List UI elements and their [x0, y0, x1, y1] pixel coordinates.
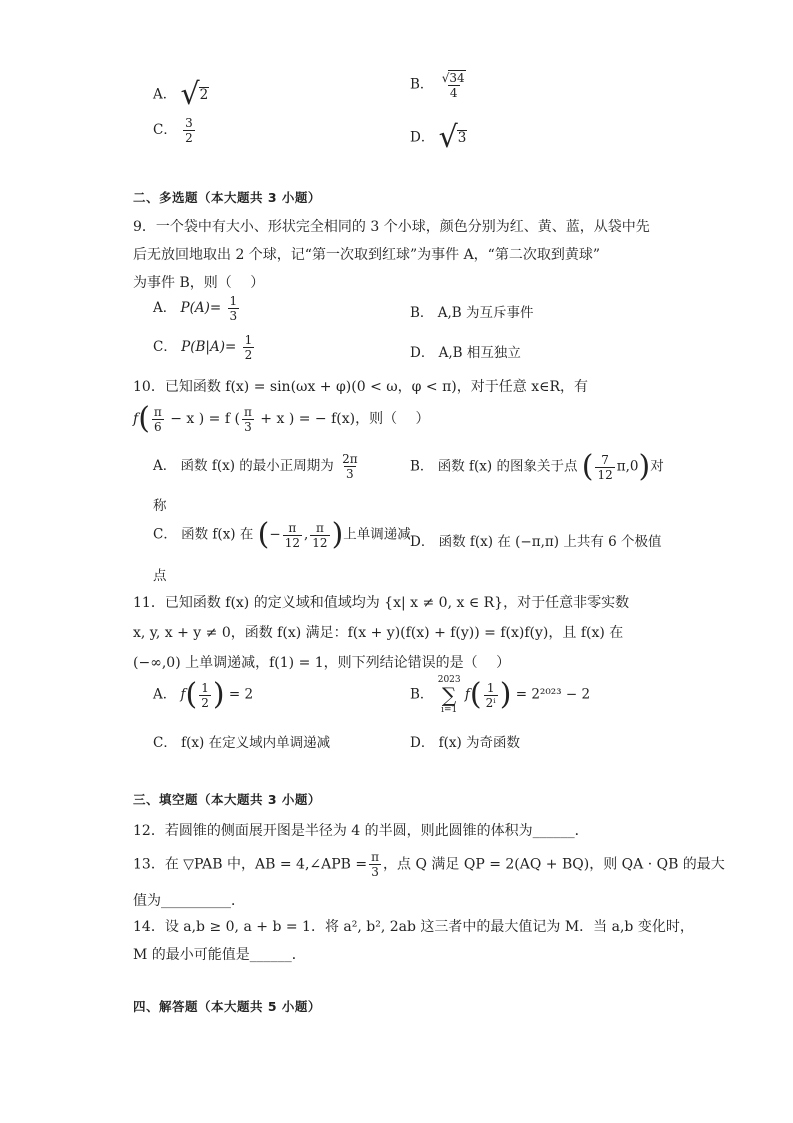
- option-text: f(x) 在定义域内单调递减: [181, 735, 331, 751]
- denominator: 3: [371, 865, 379, 879]
- q11-line-2: x, y, x + y ≠ 0，函数 f(x) 满足：f(x + y)(f(x) + f(y)) = f(x)f(y)，且 f(x) 在: [133, 625, 624, 641]
- q10-line-1: 10．已知函数 f(x) = sin(ωx + φ)(0 < ω，φ < π)，对于任意 x∈R，有: [133, 379, 589, 395]
- q10-option-c: C． 函数 f(x) 在 (− $\frac{\pi}{12}$ , $\frac{\pi}{12}$ )上单调递减: [153, 517, 411, 552]
- math-expression: = 2: [224, 686, 254, 703]
- fraction: [484, 681, 498, 710]
- denominator: 2ⁱ: [485, 695, 496, 710]
- numerator: 1: [229, 294, 238, 308]
- option-text: 函数 f(x) 在 (−π,π) 上共有 6 个极值: [438, 534, 662, 550]
- numerator: π: [315, 520, 324, 535]
- math-expression: P(A)=: [180, 300, 222, 316]
- q10-option-d-wrap: 点: [153, 568, 167, 584]
- option-text: 函数 f(x) 的图象关于点: [437, 458, 578, 475]
- option-label: D．: [410, 129, 435, 146]
- option-label: C．: [153, 122, 177, 138]
- denominator: 3: [244, 419, 252, 434]
- option-text: 上单调递减: [343, 526, 411, 543]
- summation-symbol: 2023 ∑ i=1: [437, 675, 461, 715]
- numerator: 1: [486, 680, 495, 695]
- q11-option-d: [410, 731, 520, 751]
- fraction: [595, 453, 614, 482]
- option-label: C．: [153, 526, 177, 543]
- q10-line-2: f( $\frac{\pi}{6}$ − x ) = f ( $\frac{\pi}{3}$ + x ) = − f(x)，则（ ）: [133, 401, 430, 436]
- option-label: B．: [410, 458, 434, 475]
- denominator: 3: [229, 309, 238, 323]
- denominator: 12: [597, 467, 613, 482]
- sqrt-sign: √: [438, 120, 458, 155]
- section-heading-multiple-choice: 二、多选题（本大题共 3 小题）: [133, 190, 321, 205]
- option-label: D．: [410, 534, 435, 550]
- fraction: [228, 294, 240, 323]
- option-label: A．: [153, 458, 177, 474]
- denominator: 12: [284, 535, 300, 550]
- section-heading-fill-in: 三、填空题（本大题共 3 小题）: [133, 792, 321, 807]
- q14-line-1: 14．设 a,b ≥ 0, a + b = 1．将 a², b², 2ab 这三者中的最大值记为 M．当 a,b 变化时，: [133, 919, 694, 935]
- option-label: C．: [153, 339, 177, 355]
- denominator: 2: [185, 131, 193, 145]
- option-label: A．: [153, 86, 177, 103]
- q9-option-b: [410, 301, 533, 321]
- q10-option-b: B． 函数 f(x) 的图象关于点 ( $\frac{7}{12}$ π,0)对: [410, 449, 664, 484]
- numerator: 2π: [342, 452, 358, 466]
- option-label: B．: [410, 686, 434, 703]
- option-text: A,B 相互独立: [438, 345, 521, 361]
- denominator: 3: [346, 467, 354, 481]
- fraction: [243, 333, 255, 362]
- q9-line-1: 9．一个袋中有大小、形状完全相同的 3 个小球，颜色分别为红、黄、蓝，从袋中先: [133, 219, 650, 235]
- q8-option-a: [153, 77, 209, 112]
- numerator: 34: [449, 71, 465, 85]
- section-heading-answer: 四、解答题（本大题共 5 小题）: [133, 999, 321, 1014]
- option-label: A．: [153, 686, 177, 703]
- fraction: [340, 452, 360, 481]
- denominator: 12: [312, 535, 328, 550]
- q10-option-b-wrap: 称: [153, 498, 167, 514]
- math-expression: P(B|A)=: [181, 339, 237, 355]
- q11-line-3: (−∞,0) 上单调递减，f(1) = 1，则下列结论错误的是（ ）: [133, 655, 511, 671]
- q9-line-2: 后无放回地取出 2 个球，记“第一次取到红球”为事件 A，“第二次取到黄球”: [133, 247, 600, 263]
- sqrt-sign: √: [180, 77, 200, 112]
- numerator: 1: [201, 680, 209, 695]
- option-label: D．: [410, 345, 435, 361]
- option-label: C．: [153, 735, 177, 751]
- fraction: $\frac{√34}{4}$: [441, 71, 465, 100]
- fraction: [369, 850, 381, 879]
- q9-line-3: 为事件 B，则（ ）: [133, 275, 265, 291]
- option-label: A．: [153, 300, 177, 316]
- q10-option-a: [153, 452, 362, 481]
- option-label: D．: [410, 735, 435, 751]
- fraction: [283, 521, 302, 550]
- q11-option-b: B． 2023 ∑ i=1 f( $\frac{1}{\text{2ⁱ}}$ ) = 2²⁰²³ − 2: [410, 675, 591, 715]
- fraction: [183, 116, 195, 145]
- fraction: [199, 681, 211, 710]
- option-label: B．: [410, 305, 434, 321]
- math-expression: + x ) = − f(x)，则（ ）: [255, 411, 430, 427]
- math-expression: = 2²⁰²³ − 2: [511, 686, 591, 703]
- sqrt-value: 2: [199, 86, 209, 103]
- fraction: [310, 521, 329, 550]
- q13-line-1: [133, 850, 725, 879]
- fraction: [152, 405, 164, 434]
- numerator: 3: [185, 116, 193, 130]
- option-text: 函数 f(x) 的最小正周期为: [180, 458, 334, 474]
- math-expression: − x ) = f (: [165, 411, 240, 427]
- sum-upper: 2023: [437, 675, 461, 685]
- q14-line-2: M 的最小可能值是______．: [133, 947, 306, 963]
- q9-option-c: [153, 333, 256, 362]
- q9-option-d: [410, 341, 521, 361]
- numerator: 7: [601, 452, 609, 467]
- fraction: [242, 405, 254, 434]
- sum-lower: i=1: [441, 705, 458, 715]
- option-text: 函数 f(x) 在: [181, 526, 254, 543]
- math-expression: ，点 Q 满足 QP = 2(AQ + BQ)，则 QA · QB 的最大: [383, 856, 725, 873]
- option-text: A,B 为互斥事件: [437, 305, 534, 321]
- denominator: 2: [244, 348, 253, 362]
- denominator: 6: [154, 419, 162, 434]
- math-expression: π,0: [616, 458, 639, 475]
- numerator: π: [243, 404, 252, 419]
- sqrt-value: 3: [457, 129, 467, 146]
- math-expression: 13．在 ▽PAB 中，AB = 4,∠APB =: [133, 856, 368, 873]
- denominator: 4: [449, 86, 458, 100]
- numerator: 1: [244, 333, 253, 347]
- q11-option-c: [153, 731, 330, 751]
- q8-option-b: [410, 70, 470, 100]
- numerator: π: [288, 520, 297, 535]
- q11-line-1: 11．已知函数 f(x) 的定义域和值域均为 {x| x ≠ 0, x ∈ R}，对于任意非零实数: [133, 595, 630, 611]
- q11-option-a: A． f( $\frac{1}{2}$ ) = 2: [153, 677, 254, 712]
- q8-option-d: [410, 120, 467, 155]
- q13-line-2: 值为__________．: [133, 893, 245, 909]
- option-text: 对: [650, 458, 664, 475]
- numerator: π: [153, 404, 162, 419]
- q9-option-a: [153, 294, 241, 323]
- denominator: 2: [201, 695, 209, 710]
- q8-option-c: [153, 116, 197, 145]
- q12-text: 12．若圆锥的侧面展开图是半径为 4 的半圆，则此圆锥的体积为______．: [133, 823, 589, 839]
- option-text: f(x) 为奇函数: [438, 735, 521, 751]
- option-label: B．: [410, 76, 434, 93]
- q10-option-d: [410, 530, 662, 550]
- numerator: π: [371, 850, 380, 864]
- function-name: f: [133, 411, 139, 427]
